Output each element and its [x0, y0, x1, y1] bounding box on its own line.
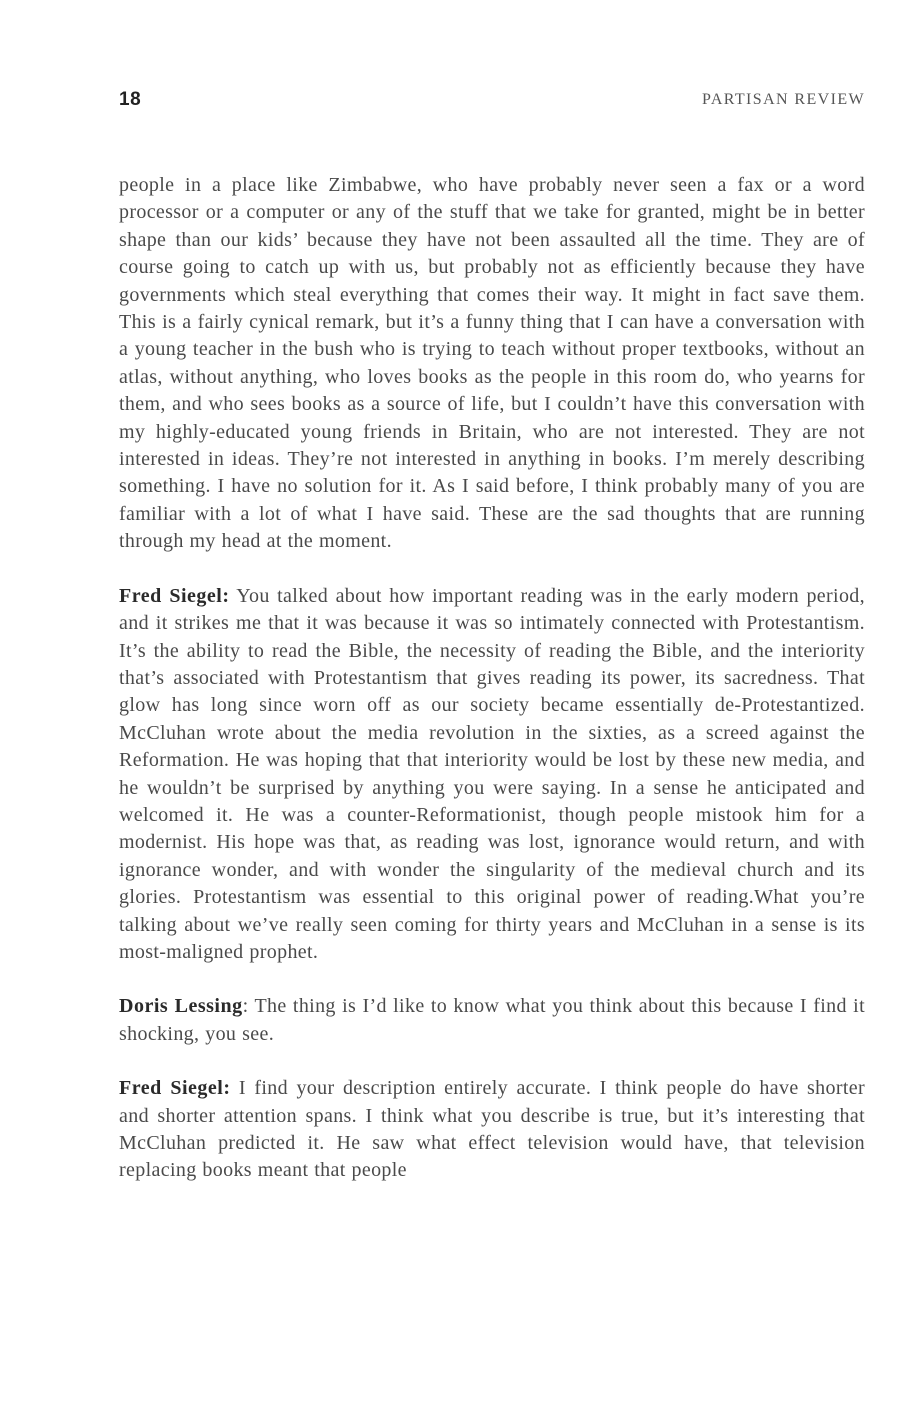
- paragraph-text: You talked about how important reading was in the early modern period, and it strikes me that it was because it was so intimately connected with Protestantism. It’s the ability to read the Bible, the necessity of reading the Bible, and the interiority that’s associated with Protestantism that gives reading its power, its sacredness. That glow has long since worn off as our society became essentially de-Protestantized. McCluhan wrote about the media revolution in the sixties, as a screed against the Reformation. He was hoping that that interiority would be lost by these new media, and he wouldn’t be surprised by anything you were saying. In a sense he anticipated and welcomed it. He was a counter-Reformationist, though people mistook him for a modernist. His hope was that, as reading was lost, ignorance would return, and with ignorance wonder, and with wonder the singularity of the medieval church and its glories. Protestantism was essential to this original power of reading.What you’re talking about we’ve really seen coming for thirty years and McCluhan in a sense is its most-maligned prophet.: [119, 584, 866, 963]
- paragraph-fred-siegel-1: [119, 583, 865, 967]
- paragraph-fred-siegel-2: [119, 1075, 865, 1185]
- paragraph-text: : The thing is I’d like to know what you think about this because I find it shocking, you see.: [119, 995, 865, 1045]
- paragraph-text: I find your description entirely accurate. I think people do have shorter and shorter attention spans. I think what you describe is true, but it’s interesting that McCluhan predicted it. He saw what effect television would have, that television replacing books meant that people: [119, 1077, 865, 1182]
- speaker-name: Fred Siegel:: [119, 1077, 231, 1100]
- speaker-name: Doris Lessing: [119, 995, 243, 1018]
- paragraph-text: people in a place like Zimbabwe, who have probably never seen a fax or a word processor or a computer or any of the stuff that we take for granted, might be in better shape than our kids’ because they have not been assaulted all the time. They are of course going to catch up with us, but probably not as efficiently because they have governments which steal everything that comes their way. It might in fact save them. This is a fairly cynical remark, but it’s a funny thing that I can have a conversation with a young teacher in the bush who is trying to teach without proper textbooks, without an atlas, without anything, who loves books as the people in this room do, who yearns for them, and who sees books as a source of life, but I couldn’t have this conversation with my highly-educated young friends in Britain, who are not interested. They are not interested in ideas. They’re not interested in anything in books. I’m merely describing something. I have no solution for it. As I said before, I think probably many of you are familiar with a lot of what I have said. These are the sad thoughts that are running through my head at the moment.: [119, 174, 865, 553]
- page-number: 18: [119, 89, 142, 110]
- paragraph-doris-lessing: [119, 993, 865, 1048]
- paragraph-continuation: [119, 172, 865, 556]
- body-text: [119, 172, 865, 1185]
- running-head: [119, 89, 865, 115]
- journal-title: PARTISAN REVIEW: [701, 91, 865, 108]
- speaker-name: Fred Siegel:: [119, 584, 230, 607]
